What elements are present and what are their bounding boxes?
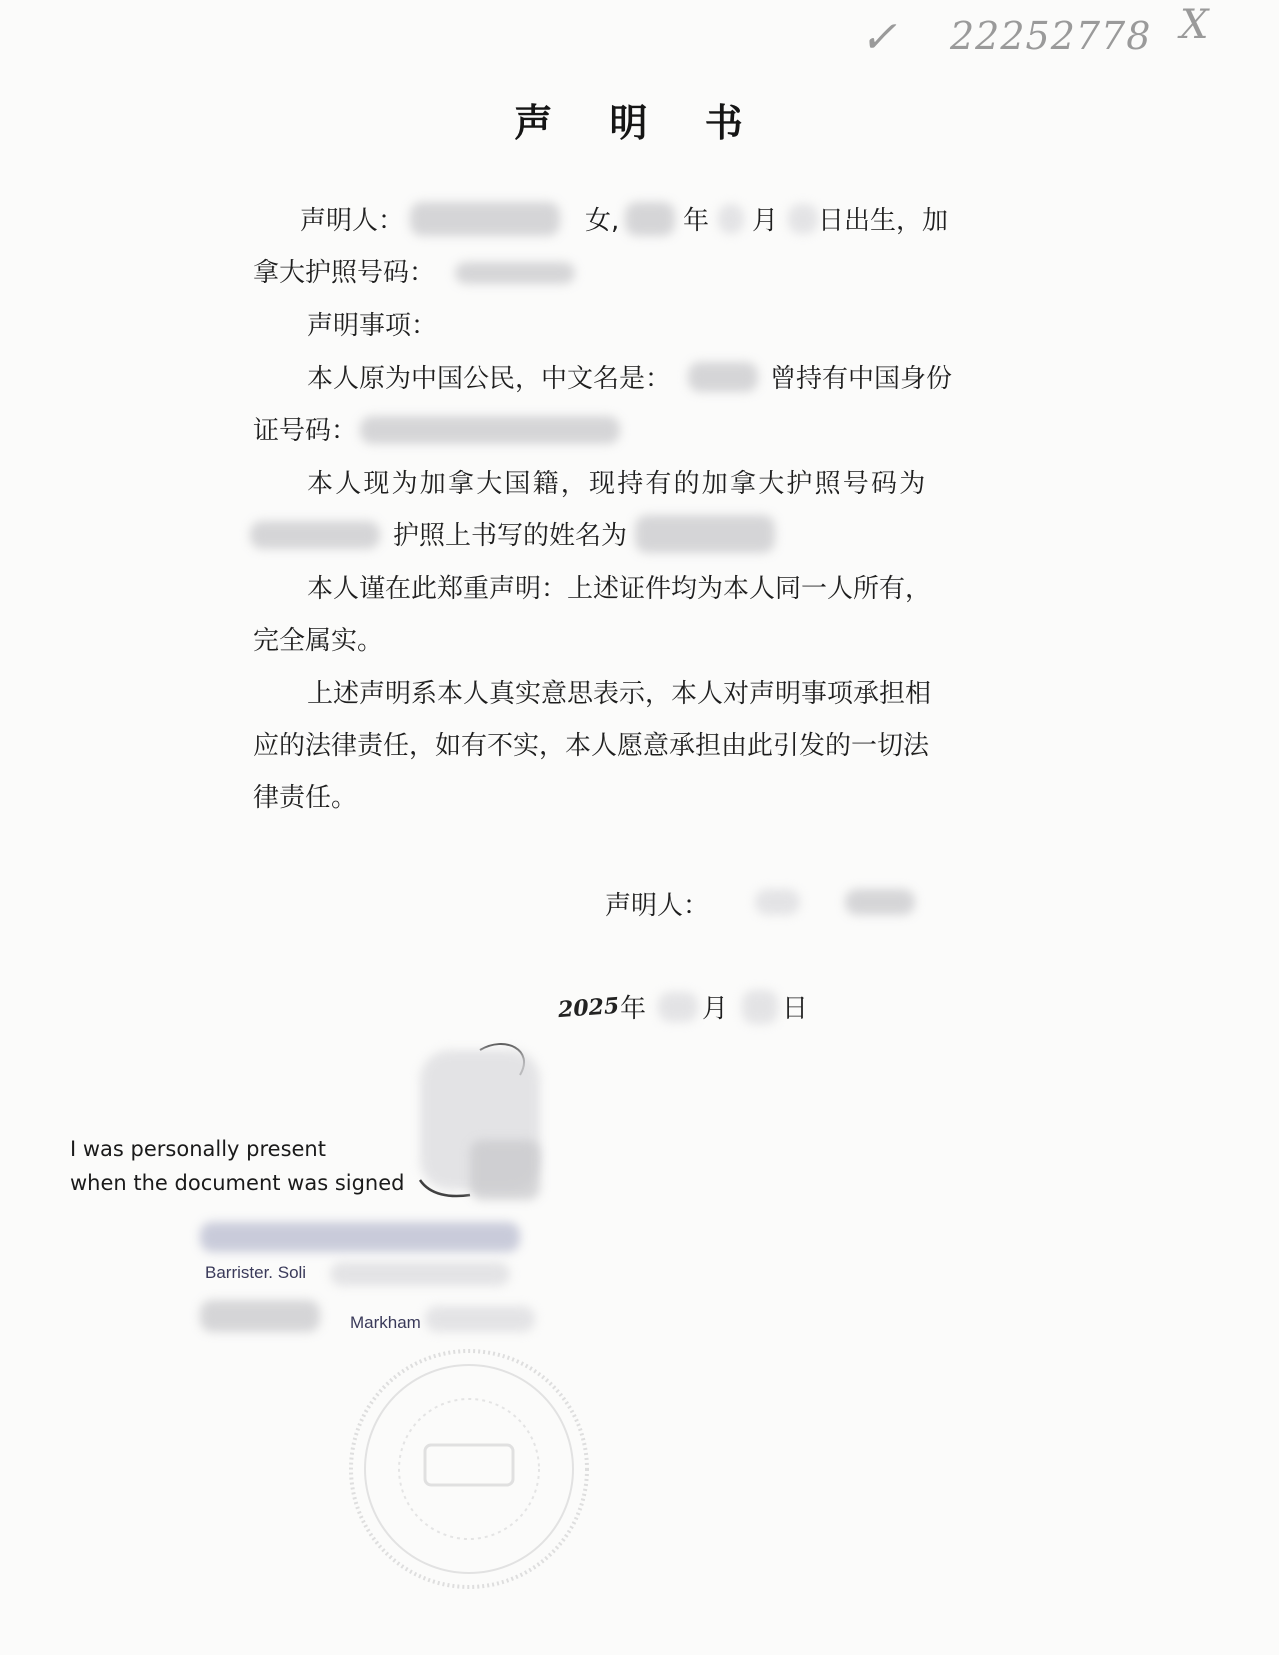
notary-note-line-2: when the document was signed [70, 1171, 405, 1195]
redacted-stamp-address-2 [425, 1306, 535, 1332]
year-label: 年 [683, 206, 710, 236]
redacted-chinese-name [688, 362, 758, 392]
para1-text-a: 本人原为中国公民，中文名是： [307, 364, 672, 394]
para4-text-3: 律责任。 [253, 783, 358, 813]
signature-line [0, 885, 1279, 925]
redacted-stamp-address [200, 1300, 320, 1332]
redacted-date-month [658, 992, 698, 1022]
declarant-line [0, 200, 1279, 240]
document-title: 声 明 书 [514, 101, 765, 145]
passport-label: 拿大护照号码： [253, 258, 436, 288]
para1-line1 [0, 358, 1279, 398]
redacted-signature-1 [755, 889, 800, 915]
stamp-title-fragment: Barrister. Soli [205, 1263, 307, 1282]
redacted-birth-month [718, 204, 744, 234]
para2-line2 [0, 515, 1279, 555]
para4-text-2: 应的法律责任，如有不实，本人愿意承担由此引发的一切法 [253, 731, 930, 761]
declarant-label: 声明人： [300, 206, 405, 236]
signature-label: 声明人： [605, 891, 710, 921]
id-number-label: 证号码： [253, 416, 358, 446]
redacted-passport-name [635, 515, 775, 553]
para4-line3 [0, 777, 1279, 817]
redacted-name [410, 202, 560, 236]
embossed-seal [345, 1345, 593, 1593]
redacted-birth-year [625, 202, 675, 236]
handwritten-reference-number: 22252778 [950, 14, 1152, 58]
redacted-birth-day [788, 204, 818, 234]
redacted-signature-2 [845, 889, 915, 915]
handwritten-year: 2025 [557, 992, 621, 1024]
redacted-passport-number [455, 262, 575, 284]
date-year-label: 年 [620, 994, 647, 1024]
para3-line1 [0, 568, 1279, 608]
redacted-notary-signature-core [470, 1140, 540, 1200]
redacted-passport-number-2 [250, 521, 380, 549]
date-month-label: 月 [702, 994, 729, 1024]
gender-text: 女, [585, 206, 620, 236]
para4-line1 [0, 673, 1279, 713]
month-label: 月 [752, 206, 779, 236]
para4-text-1: 上述声明系本人真实意思表示，本人对声明事项承担相 [307, 679, 932, 709]
para3-line2 [0, 620, 1279, 660]
handwritten-cross-mark: X [1180, 2, 1209, 48]
para2-line1 [0, 463, 1279, 503]
redacted-stamp-name [200, 1222, 520, 1252]
para4-line2 [0, 725, 1279, 765]
para2-text-1: 本人现为加拿大国籍，现持有的加拿大护照号码为 [307, 469, 928, 499]
notary-note-line-1: I was personally present [70, 1137, 326, 1161]
passport-line [0, 252, 1279, 292]
handwritten-check-mark: ✓ [860, 12, 897, 63]
redacted-stamp-title [330, 1262, 510, 1286]
stamp-address-fragment: Markham [350, 1313, 421, 1332]
para1-text-b: 曾持有中国身份 [770, 364, 953, 394]
redacted-date-day [742, 990, 778, 1024]
matters-label: 声明事项： [307, 311, 438, 341]
date-day-label: 日 [782, 994, 809, 1024]
para1-line2 [0, 410, 1279, 450]
matters-line [0, 305, 1279, 345]
redacted-id-number [360, 416, 620, 444]
date-line [0, 988, 1279, 1028]
para2-text-2: 护照上书写的姓名为 [393, 521, 628, 551]
notary-note [70, 1132, 404, 1200]
para3-text-2: 完全属实。 [253, 626, 384, 656]
born-text: 日出生，加 [818, 206, 949, 236]
para3-text-1: 本人谨在此郑重声明：上述证件均为本人同一人所有， [307, 574, 932, 604]
